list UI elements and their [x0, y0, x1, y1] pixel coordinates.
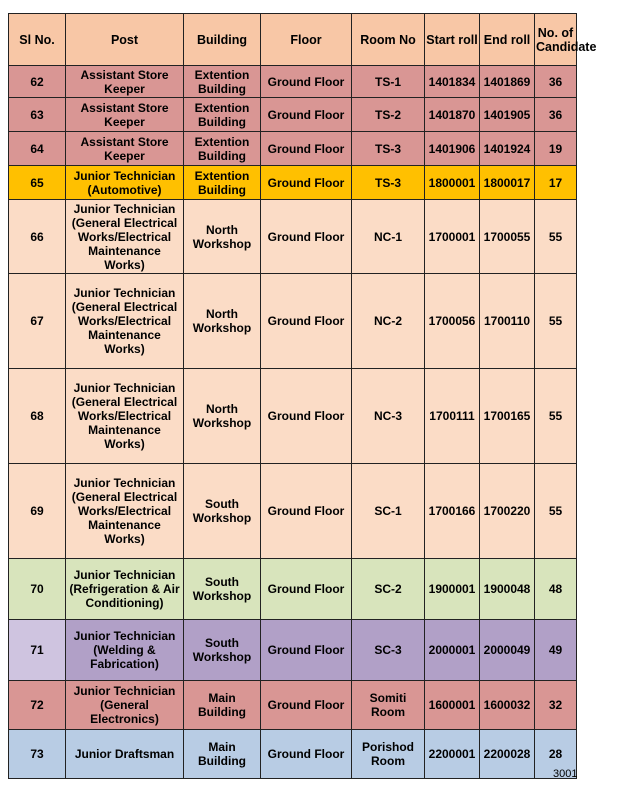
room-cell: SC-3 [352, 620, 425, 681]
sl-cell: 65 [9, 166, 66, 200]
header-candidate-count: No. of Candidate [535, 14, 577, 66]
start-roll-cell: 2200001 [425, 730, 480, 779]
start-roll-cell: 1700056 [425, 274, 480, 369]
candidate-count-cell: 32 [535, 681, 577, 730]
building-cell: Extention Building [184, 66, 261, 98]
sl-cell: 72 [9, 681, 66, 730]
post-cell: Junior Technician (General Electrical Works/Electrical Maintenance Works) [66, 200, 184, 274]
sl-cell: 62 [9, 66, 66, 98]
header-floor: Floor [261, 14, 352, 66]
start-roll-cell: 1401834 [425, 66, 480, 98]
post-cell: Assistant Store Keeper [66, 132, 184, 166]
table-row [9, 559, 577, 620]
sl-cell: 67 [9, 274, 66, 369]
candidate-count-cell: 55 [535, 369, 577, 464]
candidate-count-cell: 48 [535, 559, 577, 620]
building-cell: Main Building [184, 681, 261, 730]
room-cell: SC-2 [352, 559, 425, 620]
table-row [9, 730, 577, 779]
start-roll-cell: 1600001 [425, 681, 480, 730]
room-cell: NC-1 [352, 200, 425, 274]
room-cell: Porishod Room [352, 730, 425, 779]
table-row [9, 274, 577, 369]
start-roll-cell: 1401870 [425, 98, 480, 132]
post-cell: Junior Technician (Refrigeration & Air Conditioning) [66, 559, 184, 620]
building-cell: North Workshop [184, 369, 261, 464]
floor-cell: Ground Floor [261, 132, 352, 166]
room-cell: TS-2 [352, 98, 425, 132]
end-roll-cell: 1900048 [480, 559, 535, 620]
sl-cell: 69 [9, 464, 66, 559]
table-row [9, 681, 577, 730]
building-cell: South Workshop [184, 620, 261, 681]
post-cell: Junior Technician (General Electronics) [66, 681, 184, 730]
start-roll-cell: 2000001 [425, 620, 480, 681]
building-cell: North Workshop [184, 200, 261, 274]
floor-cell: Ground Floor [261, 200, 352, 274]
page-code: 3001 [553, 768, 578, 780]
table-row [9, 369, 577, 464]
end-roll-cell: 1700220 [480, 464, 535, 559]
post-cell: Junior Technician (General Electrical Works/Electrical Maintenance Works) [66, 369, 184, 464]
building-cell: North Workshop [184, 274, 261, 369]
floor-cell: Ground Floor [261, 730, 352, 779]
end-roll-cell: 1401869 [480, 66, 535, 98]
seat-plan-table [8, 13, 597, 779]
end-roll-cell: 1700165 [480, 369, 535, 464]
floor-cell: Ground Floor [261, 559, 352, 620]
building-cell: Main Building [184, 730, 261, 779]
sl-cell: 73 [9, 730, 66, 779]
room-cell: Somiti Room [352, 681, 425, 730]
floor-cell: Ground Floor [261, 166, 352, 200]
start-roll-cell: 1900001 [425, 559, 480, 620]
post-cell: Junior Technician (General Electrical Works/Electrical Maintenance Works) [66, 464, 184, 559]
table-row [9, 66, 577, 98]
floor-cell: Ground Floor [261, 66, 352, 98]
table-row [9, 98, 577, 132]
header-room: Room No [352, 14, 425, 66]
table-row [9, 132, 577, 166]
header-building: Building [184, 14, 261, 66]
building-cell: South Workshop [184, 464, 261, 559]
candidate-count-cell: 36 [535, 98, 577, 132]
floor-cell: Ground Floor [261, 274, 352, 369]
start-roll-cell: 1800001 [425, 166, 480, 200]
room-cell: TS-3 [352, 132, 425, 166]
sl-cell: 68 [9, 369, 66, 464]
room-cell: TS-1 [352, 66, 425, 98]
table-row [9, 166, 577, 200]
header-start-roll: Start roll [425, 14, 480, 66]
post-cell: Junior Technician (Welding & Fabrication) [66, 620, 184, 681]
header-end-roll: End roll [480, 14, 535, 66]
end-roll-cell: 1600032 [480, 681, 535, 730]
start-roll-cell: 1401906 [425, 132, 480, 166]
start-roll-cell: 1700111 [425, 369, 480, 464]
end-roll-cell: 2200028 [480, 730, 535, 779]
table-row [9, 200, 577, 274]
sl-cell: 63 [9, 98, 66, 132]
building-cell: Extention Building [184, 166, 261, 200]
building-cell: South Workshop [184, 559, 261, 620]
table-row [9, 464, 577, 559]
end-roll-cell: 1401924 [480, 132, 535, 166]
floor-cell: Ground Floor [261, 464, 352, 559]
room-cell: NC-2 [352, 274, 425, 369]
sl-cell: 70 [9, 559, 66, 620]
candidate-count-cell: 49 [535, 620, 577, 681]
room-cell: NC-3 [352, 369, 425, 464]
post-cell: Assistant Store Keeper [66, 98, 184, 132]
candidate-count-cell: 17 [535, 166, 577, 200]
end-roll-cell: 1401905 [480, 98, 535, 132]
candidate-count-cell: 28 [535, 730, 577, 779]
start-roll-cell: 1700166 [425, 464, 480, 559]
sl-cell: 66 [9, 200, 66, 274]
end-roll-cell: 1700055 [480, 200, 535, 274]
post-cell: Junior Draftsman [66, 730, 184, 779]
floor-cell: Ground Floor [261, 98, 352, 132]
room-cell: TS-3 [352, 166, 425, 200]
candidate-count-cell: 55 [535, 464, 577, 559]
start-roll-cell: 1700001 [425, 200, 480, 274]
candidate-count-cell: 36 [535, 66, 577, 98]
end-roll-cell: 1800017 [480, 166, 535, 200]
sl-cell: 64 [9, 132, 66, 166]
header-post: Post [66, 14, 184, 66]
sl-cell: 71 [9, 620, 66, 681]
building-cell: Extention Building [184, 132, 261, 166]
candidate-count-cell: 55 [535, 200, 577, 274]
header-sl: Sl No. [9, 14, 66, 66]
post-cell: Assistant Store Keeper [66, 66, 184, 98]
post-cell: Junior Technician (Automotive) [66, 166, 184, 200]
floor-cell: Ground Floor [261, 369, 352, 464]
building-cell: Extention Building [184, 98, 261, 132]
floor-cell: Ground Floor [261, 681, 352, 730]
candidate-count-cell: 55 [535, 274, 577, 369]
floor-cell: Ground Floor [261, 620, 352, 681]
header-row [9, 14, 577, 66]
room-cell: SC-1 [352, 464, 425, 559]
post-cell: Junior Technician (General Electrical Works/Electrical Maintenance Works) [66, 274, 184, 369]
table-row [9, 620, 577, 681]
end-roll-cell: 2000049 [480, 620, 535, 681]
candidate-count-cell: 19 [535, 132, 577, 166]
end-roll-cell: 1700110 [480, 274, 535, 369]
